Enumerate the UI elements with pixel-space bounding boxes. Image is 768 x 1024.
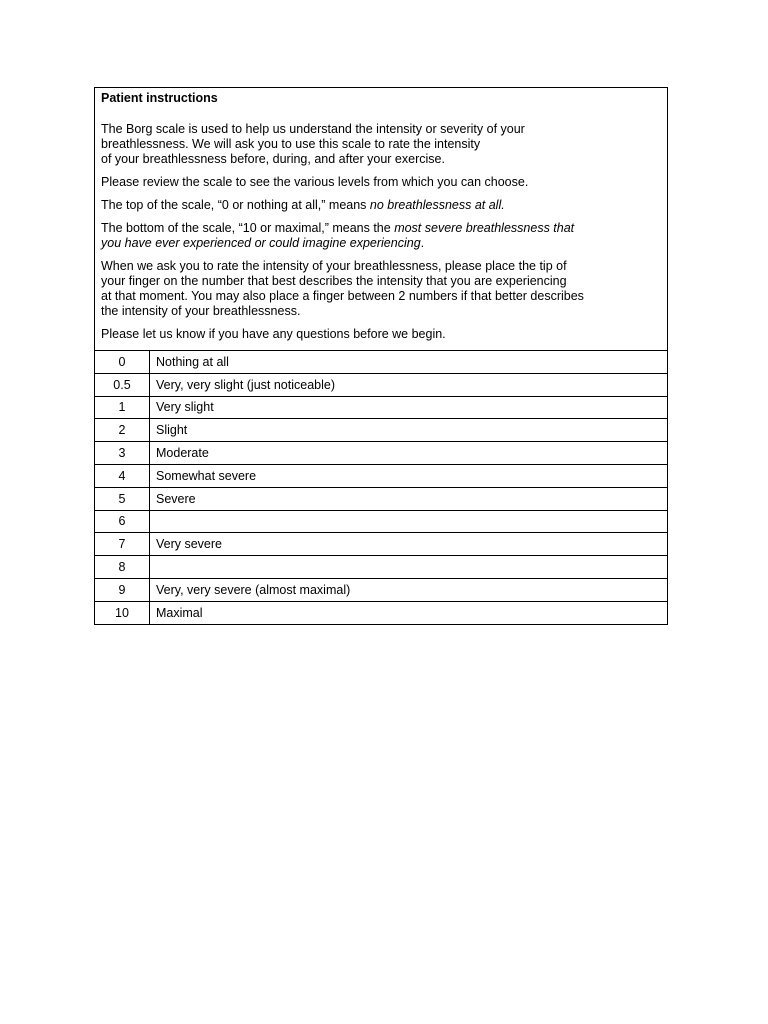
scale-label	[150, 556, 668, 579]
scale-label: Very slight	[150, 396, 668, 419]
rating-line-1: When we ask you to rate the intensity of your breathlessness, please place the tip of	[101, 259, 567, 273]
scale-label: Somewhat severe	[150, 464, 668, 487]
scale-value: 7	[95, 533, 150, 556]
rating-line-4: the intensity of your breathlessness.	[101, 304, 301, 318]
scale-value: 4	[95, 464, 150, 487]
scale-value: 10	[95, 601, 150, 623]
scale-value: 5	[95, 487, 150, 510]
scale-label: Very severe	[150, 533, 668, 556]
intro-line-1: The Borg scale is used to help us understand the intensity or severity of your	[101, 122, 525, 136]
scale-label	[150, 510, 668, 533]
intro-line-3: of your breathlessness before, during, and after your exercise.	[101, 152, 445, 166]
scale-row	[95, 578, 667, 601]
scale-row	[95, 442, 667, 465]
scale-row	[95, 510, 667, 533]
scale-row	[95, 373, 667, 396]
instructions-paragraph-review: Please review the scale to see the various levels from which you can choose.	[101, 175, 529, 189]
scale-row	[95, 351, 667, 374]
scale-label: Very, very severe (almost maximal)	[150, 578, 668, 601]
scale-value: 9	[95, 578, 150, 601]
bottom-text-italic-2: you have ever experienced or could imagine experiencing	[101, 236, 421, 250]
scale-value: 2	[95, 419, 150, 442]
bottom-text: The bottom of the scale, “10 or maximal,” means the	[101, 221, 395, 235]
intro-line-2: breathlessness. We will ask you to use this scale to rate the intensity	[101, 137, 481, 151]
scale-value: 8	[95, 556, 150, 579]
scale-row	[95, 396, 667, 419]
scale-row	[95, 556, 667, 579]
instructions-title: Patient instructions	[101, 91, 218, 105]
scale-row	[95, 533, 667, 556]
scale-label: Slight	[150, 419, 668, 442]
rating-line-2: your finger on the number that best describes the intensity that you are experiencing	[101, 274, 567, 288]
top-text-italic: no breathlessness at all.	[369, 198, 505, 212]
scale-row	[95, 487, 667, 510]
scale-label: Nothing at all	[150, 351, 668, 374]
instructions-paragraph-rating	[101, 259, 661, 319]
scale-value: 3	[95, 442, 150, 465]
scale-row	[95, 464, 667, 487]
scale-value: 0	[95, 351, 150, 374]
scale-label: Moderate	[150, 442, 668, 465]
instructions-paragraph-top	[101, 198, 661, 213]
bottom-text-period: .	[420, 236, 425, 250]
bottom-text-italic-1: most severe breathlessness that	[394, 221, 575, 235]
patient-instructions	[95, 88, 667, 350]
instructions-paragraph-intro	[101, 122, 661, 167]
rating-line-3: at that moment. You may also place a finger between 2 numbers if that better describes	[101, 289, 584, 303]
scale-value: 1	[95, 396, 150, 419]
scale-label: Severe	[150, 487, 668, 510]
borg-scale-form	[94, 87, 668, 625]
borg-scale-table	[95, 350, 667, 624]
scale-label: Very, very slight (just noticeable)	[150, 373, 668, 396]
instructions-paragraph-bottom	[101, 221, 661, 251]
scale-row	[95, 419, 667, 442]
scale-value: 6	[95, 510, 150, 533]
scale-label: Maximal	[150, 601, 668, 623]
top-text: The top of the scale, “0 or nothing at all,” means	[101, 198, 370, 212]
instructions-paragraph-questions: Please let us know if you have any questions before we begin.	[101, 327, 446, 341]
scale-row	[95, 601, 667, 623]
scale-value: 0.5	[95, 373, 150, 396]
